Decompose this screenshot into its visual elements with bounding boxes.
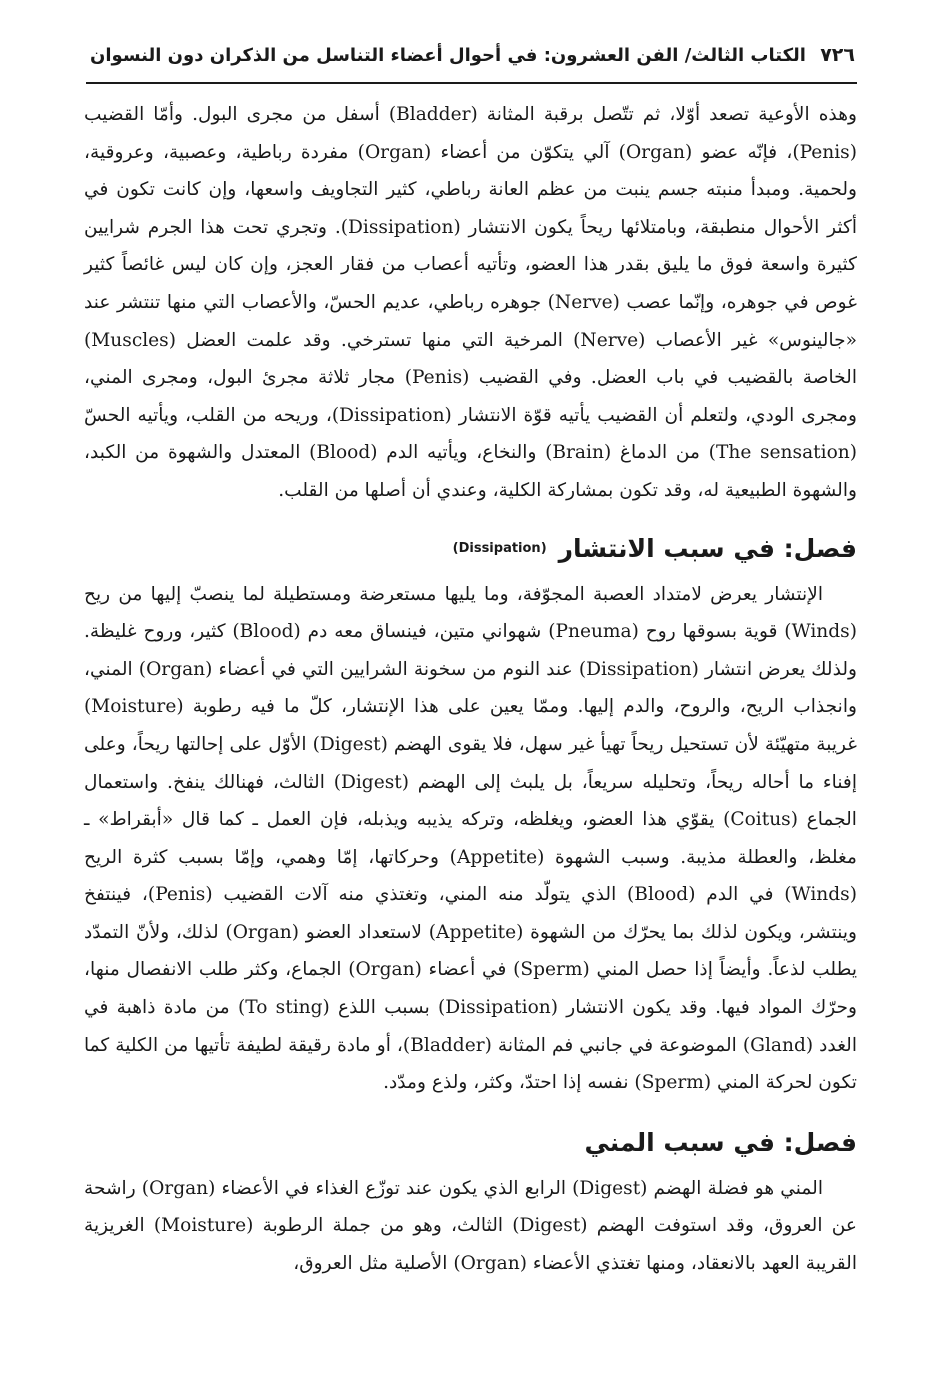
- paragraph-dissipation: الإنتشار يعرض لامتداد العصبة المجوّفة، وما يليها مستعرضة ومستطيلة لما ينصبّ إليها من ريح (Winds) قوية بسوقها روح (Pneuma) شهواني متين، فينساق معه دم (Blood) كثير، وروح غليظة. ولذلك يعرض انتشار (Dissipation) عند النوم من سخونة الشرايين التي في أعضاء (Organ) المني، وانجذاب الريح، والروح، والدم إليها. وممّا يعين على هذا الإنتشار، كلّ ما فيه رطوبة (Moisture) غريبة متهيّئة لأن تستحيل ريحاً تهيأ غير سهل، فلا يقوى الهضم (Digest) الأوّل على إحالتها ريحاً، وعلى إفناء ما أحاله ريحاً، وتحليله سريعاً، بل يلبث إلى الهضم (Digest) الثالث، فهنالك ينفخ. واستعمال الجماع (Coitus) يقوّي هذا العضو، ويغلظه، وتركه يذيبه ويذبله، فإن العمل ـ كما قال «أبقراط» ـ مغلظ، والعطلة مذيبة. وسبب الشهوة (Appetite) وحركاتها، إمّا وهمي، وإمّا بسبب كثرة الريح (Winds) في الدم (Blood) الذي يتولّد منه المني، وتغتذي منه آلات القضيب (Penis)، فينتفخ وينتشر، ويكون لذلك بما يحرّك من الشهوة (Appetite) لاستعداد العضو (Organ) لذلك، ولأنّ التمدّد يطلب لذعاً. وأيضاً إذا حصل المني (Sperm) في أعضاء (Organ) الجماع، وكثر طلب الانفصال منها، وحرّك المواد فيها. وقد يكون الانتشار (Dissipation) بسبب اللذع (To sting) من مادة ذاهبة في الغدد (Gland) الموضوعة في جانبي فم المثانة (Bladder)، أو مادة رقيقة لطيفة تأتيها من الكلية كما تكون لحركة المني (Sperm) نفسه إذا احتدّ، وكثر، ولذع ومدّد.: [84, 583, 858, 1094]
- running-head-title: الكتاب الثالث/ الفن العشرون: في أحوال أعضاء التناسل من الذكران دون النسوان: [90, 44, 806, 66]
- page-number: ٧٢٦: [820, 44, 855, 66]
- running-head: [90, 38, 855, 72]
- section-title: فصل: في سبب المني: [584, 1128, 857, 1158]
- header-rule: [86, 82, 857, 84]
- section-term: (Dissipation): [452, 541, 547, 557]
- section-heading-sperm: [84, 1116, 857, 1170]
- section-title: فصل: في سبب الانتشار: [558, 534, 857, 564]
- paragraph-sperm: المني هو فضلة الهضم (Digest) الرابع الذي يكون عند توزّع الغذاء في الأعضاء (Organ) راشحة عن العروق، وقد استوفت الهضم (Digest) الثالث، وهو من جملة الرطوبة (Moisture) الغريزية القريبة العهد بالانعقاد، ومنها تغتذي الأعضاء (Organ) الأصلية مثل العروق،: [84, 1177, 857, 1275]
- section-heading-dissipation: [84, 522, 857, 576]
- page-body: [84, 96, 857, 1283]
- paragraph-penis-anatomy: وهذه الأوعية تصعد أوّلا، ثم تتّصل برقبة المثانة (Bladder) أسفل من مجرى البول. وأمّا القضيب (Penis)، فإنّه عضو (Organ) آلي يتكوّن من أعضاء (Organ) مفردة رباطية، وعصبية، وعروقية، ولحمية. ومبدأ منبته جسم ينبت من عظم العانة رباطي، كثير التجاويف واسعها، وإن كانت تكون في أكثر الأحوال منطبقة، وبامتلائها ريحاً يكون الانتشار (Dissipation). وتجري تحت هذا الجرم شرايين كثيرة واسعة فوق ما يليق بقدر هذا العضو، وتأتيه أعصاب من فقار العجز، وإن كان ليس غائصاً كثير غوص في جوهره، وإنّما عصب (Nerve) جوهره رباطي، عديم الحسّ، والأعصاب التي منها تنتشر عند «جالينوس» غير الأعصاب (Nerve) المرخية التي منها تسترخي. وقد علمت العضل (Muscles) الخاصة بالقضيب في باب العضل. وفي القضيب (Penis) مجار ثلاثة مجرئ البول، ومجرى المني، ومجرى الودي، ولتعلم أن القضيب يأتيه قوّة الانتشار (Dissipation)، وريحه من القلب، ويأتيه الحسّ (The sensation) من الدماغ (Brain) والنخاع، ويأتيه الدم (Blood) المعتدل والشهوة من الكبد، والشهوة الطبيعية له، وقد تكون بمشاركة الكلية، وعندي أن أصلها من القلب.: [84, 104, 858, 501]
